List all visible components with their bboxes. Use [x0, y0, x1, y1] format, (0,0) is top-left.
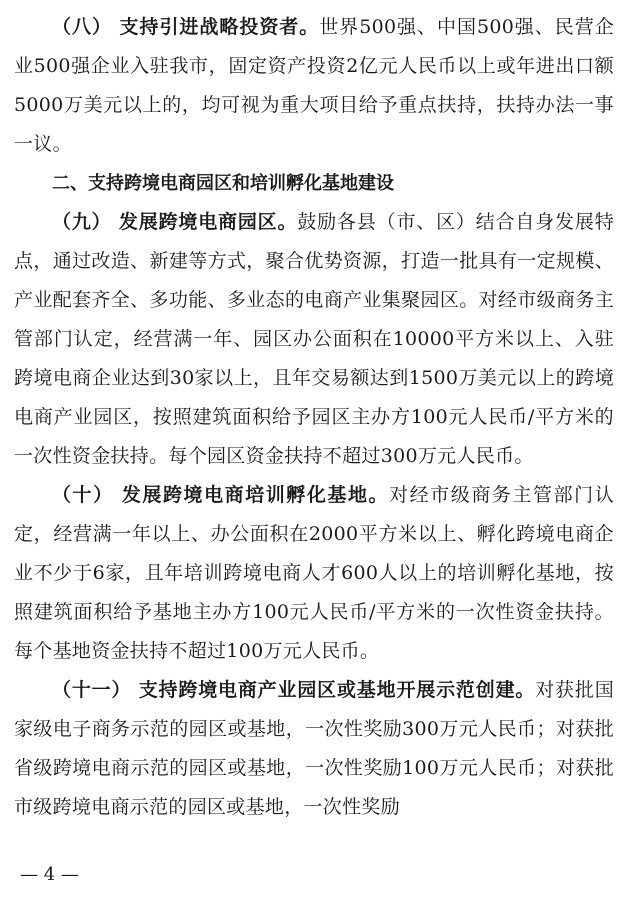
page-number: — 4 — — [20, 864, 79, 885]
document-page — [14, 8, 614, 827]
paragraph-9 — [14, 203, 614, 476]
paragraph-11-lead: （十一） 支持跨境电商产业园区或基地开展示范创建。 — [52, 679, 536, 701]
paragraph-11 — [14, 671, 614, 827]
paragraph-8-body: 世界500强、中国500强、民营企业500强企业入驻我市，固定资产投资2亿元人民币以上或年进出口额5000万美元以上的，均可视为重大项目给予重点扶持，扶持办法一事一议。 — [14, 16, 614, 155]
paragraph-11-body: 对获批国家级电子商务示范的园区或基地，一次性奖励300万元人民币；对获批省级跨境电商示范的园区或基地，一次性奖励100万元人民币；对获批市级跨境电商示范的园区或基地，一次性奖励 — [14, 679, 614, 818]
paragraph-9-body: 鼓励各县（市、区）结合自身发展特点，通过改造、新建等方式，聚合优势资源，打造一批具有一定规模、产业配套齐全、多功能、多业态的电商产业集聚园区。对经市级商务主管部门认定，经营满一年、园区办公面积在10000平方米以上、入驻跨境电商企业达到30家以上，且年交易额达到1500万美元以上的跨境电商产业园区，按照建筑面积给予园区主办方100元人民币/平方米的一次性资金扶持。每个园区资金扶持不超过300万元人民币。 — [14, 211, 614, 467]
paragraph-10 — [14, 476, 614, 671]
paragraph-10-lead: （十） 发展跨境电商培训孵化基地。 — [52, 484, 390, 506]
paragraph-8 — [14, 8, 614, 164]
section-heading-2: 二、支持跨境电商园区和培训孵化基地建设 — [52, 173, 394, 194]
paragraph-8-lead: （八） 支持引进战略投资者。 — [52, 16, 320, 38]
paragraph-10-body: 对经市级商务主管部门认定，经营满一年以上、办公面积在2000平方米以上、孵化跨境电商企业不少于6家，且年培训跨境电商人才600人以上的培训孵化基地，按照建筑面积给予基地主办方100元人民币/平方米的一次性资金扶持。每个基地资金扶持不超过100万元人民币。 — [14, 484, 614, 662]
paragraph-9-lead: （九） 发展跨境电商园区。 — [52, 211, 298, 233]
